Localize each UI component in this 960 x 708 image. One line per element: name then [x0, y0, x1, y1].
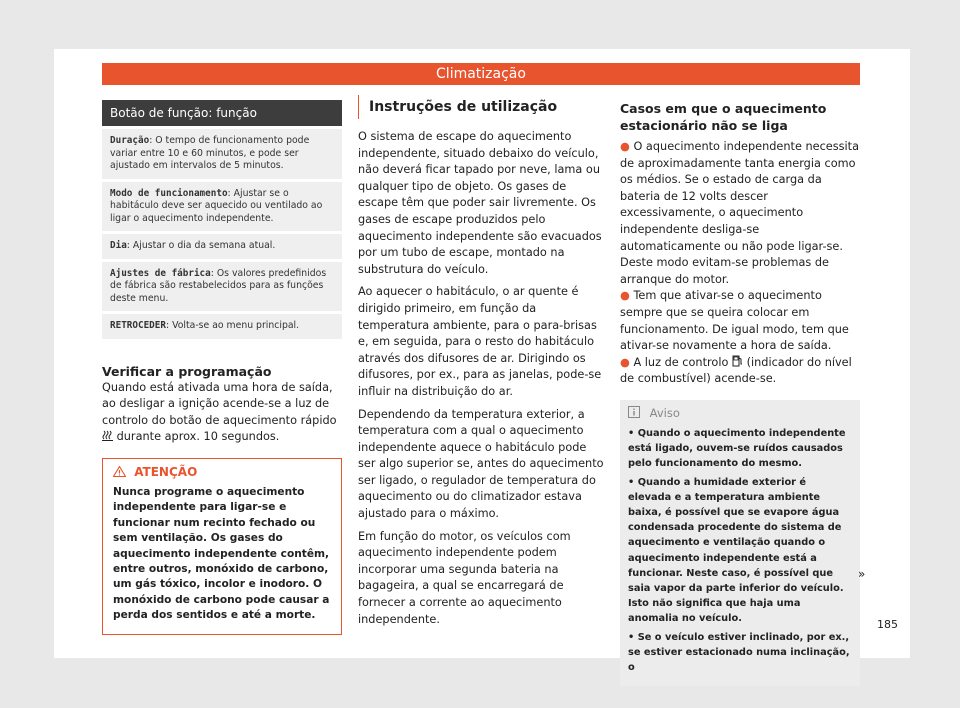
function-table-title: Botão de função: função — [102, 100, 342, 126]
function-key: RETROCEDER — [110, 320, 166, 331]
function-description: : Volta-se ao menu principal. — [165, 320, 300, 331]
function-key: Modo de funcionamento — [110, 187, 228, 199]
notice-box — [620, 400, 860, 686]
cases-bullet-text: O aquecimento independente necessita de aproximadamente tanta energia como os médios. Se o estado de carga da bateria de 12 volts descer excessivamente, o aquecimento independente desliga-se automaticamente ou não pode ligar-se. Deste modo evitam-se problemas de arranque do motor. — [620, 140, 860, 286]
function-key: Dia — [110, 240, 127, 251]
function-table-row — [102, 182, 342, 232]
bullet-icon: ● — [620, 355, 630, 369]
function-table-row — [102, 234, 342, 259]
rapid-heat-icon — [102, 430, 113, 440]
bullet-icon: • — [628, 476, 635, 488]
chapter-header: Climatização — [102, 63, 860, 85]
function-key: Duração — [110, 135, 150, 146]
warning-triangle-icon — [113, 465, 130, 479]
notice-bullet-text: Se o veículo estiver inclinado, por ex., se estiver estacionado numa inclinação, o — [628, 631, 850, 673]
function-key: Ajustes de fábrica — [110, 267, 211, 279]
column-1 — [102, 100, 342, 635]
cases-bullet — [620, 139, 860, 288]
cases-bullet — [620, 288, 860, 354]
function-description: : Ajustar o dia da semana atual. — [126, 240, 276, 251]
function-table-row — [102, 129, 342, 179]
warning-text: Nunca programe o aquecimento independente para ligar-se e funcionar num recinto fechado ou sem ventilação. Os gases do aquecimento independente contêm, entre outros, monóxido de carbono, um gás tóxico, incolor e inodoro. O monóxido de carbono pode causar a perda dos sentidos e até a morte. — [113, 485, 330, 622]
fuel-pump-icon — [732, 356, 747, 369]
bullet-icon: ● — [620, 289, 630, 303]
bullet-icon: • — [628, 427, 635, 439]
bullet-icon: • — [628, 631, 635, 643]
verify-text-after: durante aprox. 10 segundos. — [116, 430, 280, 444]
function-table-row — [102, 314, 342, 339]
function-table-row — [102, 262, 342, 312]
warning-box — [102, 458, 342, 635]
cases-heading: Casos em que o aquecimento estacionário não se liga — [620, 101, 827, 133]
verify-text-before: Quando está ativada uma hora de saída, ao desligar a ignição acende-se a luz de controlo do botão de aquecimento rápido — [102, 380, 337, 427]
continue-mark: » — [858, 567, 866, 581]
fuel-text-after: (indicador do nível de combustível) acende-se. — [620, 355, 852, 386]
function-description: : Ajustar se o habitáculo deve ser aquecido ou ventilado ao ligar o aquecimento independente. — [110, 187, 323, 224]
bullet-icon: ● — [620, 140, 630, 153]
instructions-paragraph: Ao aquecer o habitáculo, o ar quente é dirigido primeiro, em função da temperatura ambiente, para o para-brisas e, em seguida, para o resto do habitáculo através dos difusores de ar. Dirigindo os difusores, por ex., para as janelas, pode-se influir na distribuição do ar. — [358, 285, 602, 398]
fuel-text-before: A luz de controlo — [633, 355, 729, 369]
verify-heading: Verificar a programação — [102, 363, 272, 379]
notice-bullet — [628, 426, 852, 472]
instructions-paragraph: Em função do motor, os veículos com aquecimento independente podem incorporar uma segunda bateria na bagageira, a qual se encarregará de fornecer a corrente ao aquecimento independente. — [358, 529, 571, 626]
instructions-paragraph: Dependendo da temperatura exterior, a temperatura com a qual o aquecimento independente aquece o habitáculo pode ser algo superior se, antes do aquecimento ser ligado, o regulador de temperatura do aquecimento ou do climatizador estava ajustado para o máximo. — [358, 407, 604, 521]
function-table-rows — [102, 129, 342, 339]
notice-title: Aviso — [649, 405, 680, 420]
notice-bullet — [628, 475, 852, 627]
verify-text — [102, 380, 342, 446]
cases-bullet-text: Tem que ativar-se o aquecimento sempre que se queira colocar em funcionamento. De igual modo, tem que ativar-se novamente a hora de saída. — [620, 289, 849, 353]
cases-bullet — [620, 355, 860, 388]
notice-title-row — [628, 406, 852, 420]
instructions-paragraph: O sistema de escape do aquecimento independente, situado debaixo do veículo, não deverá ficar tapado por neve, lama ou qualquer tipo de objeto. Os gases de escape têm que poder sair livremente. Os gases de escape produzidos pelo aquecimento independente são evacuados por um tubo de escape, montado na substrutura do veículo. — [358, 130, 602, 276]
column-3 — [620, 100, 860, 686]
function-description: : O tempo de funcionamento pode variar entre 10 e 60 minutos, e pode ser ajustado em intervalos de 5 minutos. — [110, 135, 310, 171]
notice-bullet — [628, 630, 852, 676]
info-icon — [628, 406, 644, 420]
notice-bullet-text: Quando a humidade exterior é elevada e a temperatura ambiente baixa, é possível que se evapore água condensada procedente do sistema de aquecimento e ventilação quando o aquecimento independente está a funcionar. Neste caso, é possível que saia vapor da parte inferior do veículo. Isto não significa que haja uma anomalia no veículo. — [628, 476, 844, 625]
notice-bullet-text: Quando o aquecimento independente está ligado, ouvem-se ruídos causados pelo funcionamento do mesmo. — [628, 427, 846, 470]
page-number: 185 — [877, 618, 898, 631]
instructions-title: Instruções de utilização — [358, 95, 605, 119]
column-2 — [358, 95, 605, 628]
warning-title-row — [113, 465, 331, 479]
function-description: : Os valores predefinidos de fábrica são restabelecidos para as funções deste menu. — [110, 267, 327, 304]
warning-title: ATENÇÃO — [134, 464, 198, 479]
